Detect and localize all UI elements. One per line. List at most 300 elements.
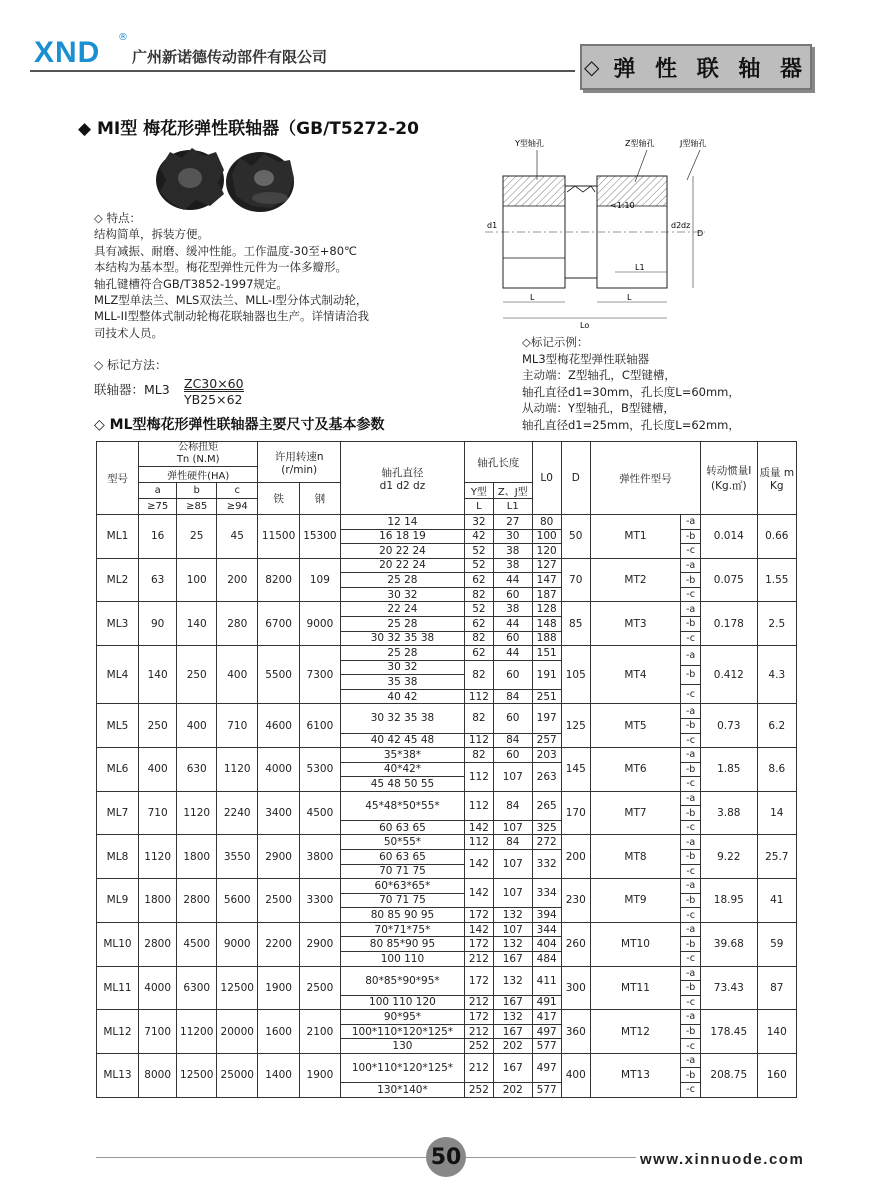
cell-length-l1: 84 <box>493 733 532 748</box>
cell-suffix: -c <box>681 864 701 879</box>
cell-length-l: 52 <box>464 544 493 559</box>
header-l0: L0 <box>532 442 561 515</box>
label-l1: L1 <box>635 263 645 272</box>
cell-suffix: -c <box>681 908 701 923</box>
cell-length-l1: 202 <box>493 1083 532 1098</box>
cell-length-l1: 44 <box>493 646 532 661</box>
cell-length-l1: 202 <box>493 1039 532 1054</box>
cell-l0: 191 <box>532 660 561 689</box>
cell-suffix: -b <box>681 893 701 908</box>
cell-suffix: -c <box>681 951 701 966</box>
cell-model: ML8 <box>97 835 139 879</box>
cell-b: 630 <box>177 748 217 792</box>
cell-length-l1: 38 <box>493 544 532 559</box>
cell-inertia: 9.22 <box>701 835 757 879</box>
cell-suffix: -a <box>681 922 701 937</box>
cell-model: ML2 <box>97 558 139 602</box>
cell-suffix: -b <box>681 1068 701 1083</box>
header-a-hardness: ≥75 <box>138 499 176 515</box>
cell-mass: 0.66 <box>757 515 796 559</box>
cell-b: 25 <box>177 515 217 559</box>
table-row <box>97 922 797 926</box>
header-l: L <box>464 499 493 515</box>
cell-inertia: 0.178 <box>701 602 757 646</box>
cell-suffix: -b <box>681 529 701 544</box>
cell-b: 6300 <box>177 966 217 1010</box>
cell-length-l: 82 <box>464 631 493 646</box>
cell-l0: 80 <box>532 515 561 530</box>
cell-suffix: -b <box>681 665 701 684</box>
cell-length-l: 62 <box>464 616 493 631</box>
cell-steel: 15300 <box>299 515 340 559</box>
cell-bore-diameter: 25 28 <box>341 573 465 588</box>
example-line: ML3型梅花型弹性联轴器 <box>522 351 650 366</box>
cell-steel: 3800 <box>299 835 340 879</box>
cell-b: 1120 <box>177 791 217 835</box>
cell-d: 300 <box>561 966 590 1010</box>
label-d1: d1 <box>487 221 498 230</box>
cell-l0: 484 <box>532 951 561 966</box>
cell-d: 125 <box>561 704 590 748</box>
cell-element-model: MT12 <box>590 1010 680 1054</box>
cell-a: 4000 <box>138 966 176 1010</box>
cell-suffix: -b <box>681 981 701 996</box>
cell-model: ML3 <box>97 602 139 646</box>
page-number: 50 <box>426 1137 466 1177</box>
cell-length-l1: 132 <box>493 966 532 995</box>
cell-suffix: -a <box>681 748 701 763</box>
cell-bore-diameter: 90*95* <box>341 1010 465 1025</box>
cell-suffix: -c <box>681 631 701 646</box>
label-dz: dz <box>681 221 691 230</box>
cell-bore-diameter: 50*55* <box>341 835 465 850</box>
cell-length-l1: 27 <box>493 515 532 530</box>
cell-suffix: -a <box>681 879 701 894</box>
table-row <box>97 558 797 562</box>
header-bore-diameter: 轴孔直径 d1 d2 dz <box>341 442 465 515</box>
cell-length-l1: 44 <box>493 573 532 588</box>
cell-length-l: 62 <box>464 573 493 588</box>
cell-l0: 332 <box>532 850 561 879</box>
cell-l0: 203 <box>532 748 561 763</box>
header-speed: 许用转速n (r/min) <box>258 442 341 483</box>
example-line: 主动端：Z型轴孔，C型键槽， <box>522 368 676 383</box>
cell-length-l1: 30 <box>493 529 532 544</box>
cell-b: 140 <box>177 602 217 646</box>
cell-bore-diameter: 70*71*75* <box>341 922 465 937</box>
cell-suffix: -a <box>681 1010 701 1025</box>
table-row <box>97 515 797 519</box>
header-inertia: 转动惯量I (Kg.㎡) <box>701 442 757 515</box>
feature-line: 结构简单，拆装方便。 <box>94 227 209 242</box>
cell-suffix: -b <box>681 806 701 821</box>
cell-bore-diameter: 100 110 <box>341 951 465 966</box>
cell-steel: 3300 <box>299 879 340 923</box>
cell-l0: 497 <box>532 1053 561 1082</box>
cell-bore-diameter: 45 48 50 55 <box>341 777 465 792</box>
cell-l0: 404 <box>532 937 561 952</box>
cell-suffix: -b <box>681 573 701 588</box>
page-title: ◆ MI型 梅花形弹性联轴器（GB/T5272-20 <box>78 119 419 139</box>
cell-b: 250 <box>177 646 217 704</box>
cell-length-l1: 38 <box>493 558 532 573</box>
cell-bore-diameter: 16 18 19 <box>341 529 465 544</box>
cell-suffix: -c <box>681 995 701 1010</box>
website-url: www.xinnuode.com <box>640 1151 805 1168</box>
cell-b: 11200 <box>177 1010 217 1054</box>
label-lo: Lo <box>580 321 590 330</box>
cell-suffix: -a <box>681 704 701 719</box>
cell-l0: 491 <box>532 995 561 1010</box>
marking-prefix: 联轴器：ML3 <box>94 382 170 397</box>
cell-bore-diameter: 100*110*120*125* <box>341 1053 465 1082</box>
cell-suffix: -a <box>681 602 701 617</box>
cell-length-l: 82 <box>464 660 493 689</box>
table-row <box>97 748 797 752</box>
cell-d: 170 <box>561 791 590 835</box>
cell-bore-diameter: 20 22 24 <box>341 544 465 559</box>
cell-iron: 1900 <box>258 966 299 1010</box>
cell-l0: 251 <box>532 689 561 704</box>
cell-a: 90 <box>138 602 176 646</box>
cell-length-l: 172 <box>464 937 493 952</box>
cell-model: ML12 <box>97 1010 139 1054</box>
cell-a: 63 <box>138 558 176 602</box>
cell-mass: 4.3 <box>757 646 796 704</box>
cell-d: 85 <box>561 602 590 646</box>
cell-length-l1: 107 <box>493 762 532 791</box>
cell-b: 400 <box>177 704 217 748</box>
cell-c: 20000 <box>217 1010 258 1054</box>
cell-iron: 2900 <box>258 835 299 879</box>
cell-length-l: 52 <box>464 558 493 573</box>
header-c-hardness: ≥94 <box>217 499 258 515</box>
marking-bottom: YB25×62 <box>184 392 243 407</box>
cell-bore-diameter: 80*85*90*95* <box>341 966 465 995</box>
cell-l0: 127 <box>532 558 561 573</box>
cell-suffix: -b <box>681 850 701 865</box>
cell-a: 250 <box>138 704 176 748</box>
table-row <box>97 646 797 651</box>
cell-bore-diameter: 30 32 35 38 <box>341 704 465 733</box>
cell-suffix: -a <box>681 835 701 850</box>
cell-suffix: -b <box>681 762 701 777</box>
cell-element-model: MT7 <box>590 791 680 835</box>
cell-length-l: 112 <box>464 762 493 791</box>
cell-c: 25000 <box>217 1053 258 1097</box>
cell-l0: 148 <box>532 616 561 631</box>
cell-suffix: -a <box>681 1053 701 1068</box>
header-a: a <box>138 483 176 499</box>
cell-steel: 2900 <box>299 922 340 966</box>
cell-length-l: 212 <box>464 1053 493 1082</box>
cell-inertia: 1.85 <box>701 748 757 792</box>
cell-iron: 3400 <box>258 791 299 835</box>
cell-length-l1: 60 <box>493 748 532 763</box>
table-row <box>97 602 797 606</box>
cell-length-l: 112 <box>464 689 493 704</box>
example-line: 从动端：Y型轴孔，B型键槽， <box>522 401 675 416</box>
cell-l0: 197 <box>532 704 561 733</box>
cell-steel: 2100 <box>299 1010 340 1054</box>
marking-top: ZC30×60 <box>184 376 244 391</box>
cell-length-l: 172 <box>464 908 493 923</box>
cell-a: 1120 <box>138 835 176 879</box>
cell-mass: 6.2 <box>757 704 796 748</box>
cell-a: 8000 <box>138 1053 176 1097</box>
cell-element-model: MT6 <box>590 748 680 792</box>
cell-a: 2800 <box>138 922 176 966</box>
label-j-bore: J型轴孔 <box>680 139 707 148</box>
header-element-model: 弹性件型号 <box>590 442 700 515</box>
cell-bore-diameter: 100 110 120 <box>341 995 465 1010</box>
cell-inertia: 18.95 <box>701 879 757 923</box>
cell-a: 7100 <box>138 1010 176 1054</box>
example-line: 轴孔直径d1=30mm，孔长度L=60mm， <box>522 384 740 399</box>
cell-suffix: -a <box>681 646 701 665</box>
cell-suffix: -c <box>681 684 701 703</box>
cell-d: 360 <box>561 1010 590 1054</box>
header-d: D <box>561 442 590 515</box>
cell-l0: 497 <box>532 1024 561 1039</box>
cell-model: ML13 <box>97 1053 139 1097</box>
cell-length-l1: 167 <box>493 951 532 966</box>
table-body <box>97 515 797 1098</box>
cell-c: 5600 <box>217 879 258 923</box>
cell-steel: 6100 <box>299 704 340 748</box>
cell-length-l1: 107 <box>493 820 532 835</box>
cell-bore-diameter: 30 32 35 38 <box>341 631 465 646</box>
product-photo <box>140 138 310 218</box>
cell-suffix: -c <box>681 820 701 835</box>
cell-length-l1: 44 <box>493 616 532 631</box>
cell-length-l: 82 <box>464 704 493 733</box>
cell-length-l1: 84 <box>493 835 532 850</box>
cell-suffix: -c <box>681 733 701 748</box>
label-l-left: L <box>530 293 535 302</box>
cell-l0: 263 <box>532 762 561 791</box>
cell-b: 100 <box>177 558 217 602</box>
cell-mass: 1.55 <box>757 558 796 602</box>
cell-length-l: 82 <box>464 587 493 602</box>
cell-element-model: MT10 <box>590 922 680 966</box>
category-title: 弹 性 联 轴 器 <box>613 56 809 82</box>
cell-inertia: 0.075 <box>701 558 757 602</box>
cell-length-l: 112 <box>464 835 493 850</box>
cell-mass: 140 <box>757 1010 796 1054</box>
category-banner <box>580 44 812 90</box>
cell-element-model: MT1 <box>590 515 680 559</box>
header-divider <box>30 70 575 72</box>
feature-line: 具有减振、耐磨、缓冲性能。工作温度-30至+80℃ <box>94 243 357 258</box>
cell-length-l1: 84 <box>493 689 532 704</box>
cell-iron: 4600 <box>258 704 299 748</box>
cell-bore-diameter: 22 24 <box>341 602 465 617</box>
cell-l0: 147 <box>532 573 561 588</box>
cell-c: 200 <box>217 558 258 602</box>
cell-steel: 109 <box>299 558 340 602</box>
cell-suffix: -b <box>681 937 701 952</box>
table-row <box>97 1053 797 1057</box>
cell-l0: 151 <box>532 646 561 661</box>
cell-model: ML1 <box>97 515 139 559</box>
cell-b: 12500 <box>177 1053 217 1097</box>
cell-bore-diameter: 40*42* <box>341 762 465 777</box>
table-row <box>97 704 797 708</box>
cell-steel: 9000 <box>299 602 340 646</box>
cell-element-model: MT2 <box>590 558 680 602</box>
cell-bore-diameter: 100*110*120*125* <box>341 1024 465 1039</box>
cell-c: 3550 <box>217 835 258 879</box>
label-d2: d2 <box>671 221 682 230</box>
cell-iron: 2200 <box>258 922 299 966</box>
cell-bore-diameter: 45*48*50*55* <box>341 791 465 820</box>
cell-model: ML11 <box>97 966 139 1010</box>
cell-d: 200 <box>561 835 590 879</box>
cell-c: 9000 <box>217 922 258 966</box>
cell-suffix: -c <box>681 1039 701 1054</box>
cell-bore-diameter: 40 42 <box>341 689 465 704</box>
cell-length-l1: 107 <box>493 850 532 879</box>
cell-c: 2240 <box>217 791 258 835</box>
cell-length-l1: 132 <box>493 1010 532 1025</box>
cell-suffix: -a <box>681 558 701 573</box>
cell-mass: 14 <box>757 791 796 835</box>
cell-a: 16 <box>138 515 176 559</box>
cell-length-l1: 167 <box>493 1024 532 1039</box>
cell-d: 260 <box>561 922 590 966</box>
feature-line: MLL-II型整体式制动轮梅花联轴器也生产。详情请洽我 <box>94 309 369 324</box>
cell-length-l: 252 <box>464 1083 493 1098</box>
cell-mass: 2.5 <box>757 602 796 646</box>
cell-element-model: MT5 <box>590 704 680 748</box>
cell-a: 400 <box>138 748 176 792</box>
table-row <box>97 835 797 839</box>
cell-mass: 8.6 <box>757 748 796 792</box>
label-d: D <box>697 229 704 238</box>
cell-inertia: 39.68 <box>701 922 757 966</box>
cell-l0: 577 <box>532 1083 561 1098</box>
cell-suffix: -c <box>681 777 701 792</box>
cell-bore-diameter: 40 42 45 48 <box>341 733 465 748</box>
technical-drawing <box>475 132 735 332</box>
cell-length-l1: 38 <box>493 602 532 617</box>
cell-suffix: -c <box>681 1083 701 1098</box>
label-l-right: L <box>627 293 632 302</box>
cell-l0: 272 <box>532 835 561 850</box>
header-b: b <box>177 483 217 499</box>
header-l1: L1 <box>493 499 532 515</box>
cell-length-l1: 60 <box>493 660 532 689</box>
table-row <box>97 966 797 970</box>
cell-suffix: -a <box>681 515 701 530</box>
cell-bore-diameter: 30 32 <box>341 587 465 602</box>
cell-l0: 188 <box>532 631 561 646</box>
cell-a: 140 <box>138 646 176 704</box>
cell-d: 70 <box>561 558 590 602</box>
cell-bore-diameter: 25 28 <box>341 616 465 631</box>
cell-l0: 120 <box>532 544 561 559</box>
feature-line: 本结构为基本型。梅花型弹性元件为一体多瓣形。 <box>94 260 347 275</box>
cell-iron: 8200 <box>258 558 299 602</box>
cell-d: 145 <box>561 748 590 792</box>
table-row <box>97 879 797 883</box>
cell-length-l: 142 <box>464 820 493 835</box>
cell-length-l: 32 <box>464 515 493 530</box>
params-heading: ◇ ML型梅花形弹性联轴器主要尺寸及基本参数 <box>94 417 385 433</box>
marking-heading: ◇ 标记方法： <box>94 358 168 372</box>
cell-l0: 411 <box>532 966 561 995</box>
cell-bore-diameter: 80 85 90 95 <box>341 908 465 923</box>
cell-length-l: 82 <box>464 748 493 763</box>
features-block <box>94 210 394 341</box>
cell-bore-diameter: 25 28 <box>341 646 465 661</box>
cell-suffix: -a <box>681 966 701 981</box>
cell-iron: 4000 <box>258 748 299 792</box>
cell-steel: 4500 <box>299 791 340 835</box>
cell-l0: 325 <box>532 820 561 835</box>
cell-mass: 160 <box>757 1053 796 1097</box>
cell-length-l: 142 <box>464 850 493 879</box>
cell-iron: 5500 <box>258 646 299 704</box>
cell-inertia: 0.014 <box>701 515 757 559</box>
cell-c: 1120 <box>217 748 258 792</box>
feature-line: MLZ型单法兰、MLS双法兰、MLL-I型分体式制动轮， <box>94 293 368 308</box>
header-y-type: Y型 <box>464 483 493 499</box>
cell-d: 50 <box>561 515 590 559</box>
cell-length-l: 142 <box>464 922 493 937</box>
cell-length-l1: 132 <box>493 908 532 923</box>
table-row <box>97 1010 797 1014</box>
cell-steel: 5300 <box>299 748 340 792</box>
cell-c: 710 <box>217 704 258 748</box>
table-row <box>97 791 797 795</box>
company-name: 广州新诺德传动部件有限公司 <box>132 48 328 66</box>
cell-length-l1: 167 <box>493 995 532 1010</box>
cell-length-l1: 132 <box>493 937 532 952</box>
cell-steel: 2500 <box>299 966 340 1010</box>
cell-length-l: 112 <box>464 791 493 820</box>
header-steel: 钢 <box>299 483 340 515</box>
cell-length-l: 112 <box>464 733 493 748</box>
cell-bore-diameter: 130 <box>341 1039 465 1054</box>
cell-mass: 87 <box>757 966 796 1010</box>
cell-b: 4500 <box>177 922 217 966</box>
label-taper: <1:10 <box>610 201 635 210</box>
header-zj-type: Z、J型 <box>493 483 532 499</box>
cell-mass: 25.7 <box>757 835 796 879</box>
cell-l0: 417 <box>532 1010 561 1025</box>
cell-l0: 265 <box>532 791 561 820</box>
cell-length-l: 42 <box>464 529 493 544</box>
cell-length-l: 52 <box>464 602 493 617</box>
header-b-hardness: ≥85 <box>177 499 217 515</box>
cell-steel: 7300 <box>299 646 340 704</box>
cell-bore-diameter: 70 71 75 <box>341 893 465 908</box>
cell-inertia: 0.73 <box>701 704 757 748</box>
cell-element-model: MT13 <box>590 1053 680 1097</box>
cell-steel: 1900 <box>299 1053 340 1097</box>
cell-element-model: MT3 <box>590 602 680 646</box>
cell-element-model: MT4 <box>590 646 680 704</box>
cell-length-l1: 107 <box>493 922 532 937</box>
cell-c: 280 <box>217 602 258 646</box>
header-mass: 质量 m Kg <box>757 442 796 515</box>
cell-l0: 344 <box>532 922 561 937</box>
cell-bore-diameter: 30 32 <box>341 660 465 675</box>
example-heading: ◇标记示例： <box>522 335 589 349</box>
cell-suffix: -c <box>681 587 701 602</box>
